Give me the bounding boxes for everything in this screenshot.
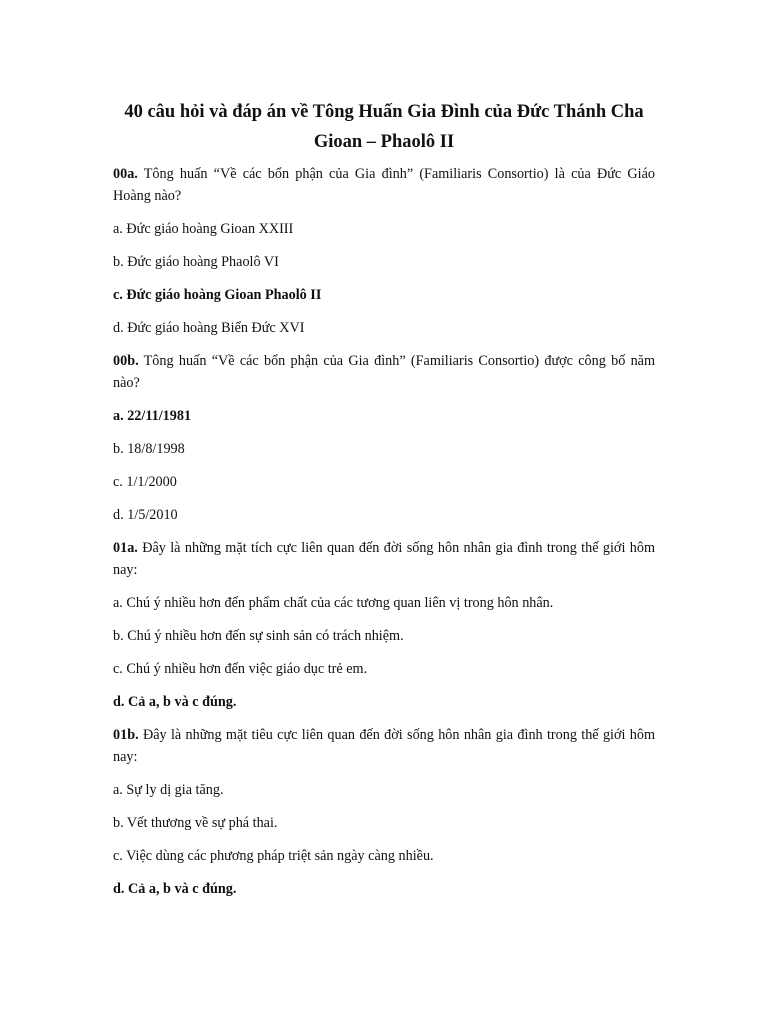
answer-option-correct: c. Đức giáo hoàng Gioan Phaolô II: [113, 287, 322, 303]
question-00a: [113, 163, 655, 207]
answer-option-correct: a. 22/11/1981: [113, 408, 192, 424]
title-line-2: Gioan – Phaolô II: [313, 132, 455, 152]
question-text: Tông huấn “Về các bổn phận của Gia đình” (Familiaris Consortio) được công bố năm nào?: [113, 353, 655, 391]
question-01b: [113, 724, 655, 768]
answer-option: b. 18/8/1998: [113, 441, 185, 457]
question-list: [113, 163, 655, 900]
document-page: [113, 97, 655, 911]
document-title: [113, 97, 655, 157]
question-number: 00a.: [113, 166, 138, 182]
question-number: 00b.: [113, 353, 139, 369]
title-line-1: 40 câu hỏi và đáp án về Tông Huấn Gia Đình của Đức Thánh Cha: [124, 102, 644, 122]
answer-option: d. 1/5/2010: [113, 507, 178, 523]
answer-option: b. Vết thương về sự phá thai.: [113, 815, 278, 831]
answer-option: a. Sự ly dị gia tăng.: [113, 782, 224, 798]
answer-option: b. Chú ý nhiều hơn đến sự sinh sản có trách nhiệm.: [113, 628, 404, 644]
question-text: Đây là những mặt tiêu cực liên quan đến đời sống hôn nhân gia đình trong thế giới hôm nay:: [113, 727, 655, 765]
answer-option: c. Việc dùng các phương pháp triệt sản ngày càng nhiều.: [113, 848, 434, 864]
answer-option: a. Chú ý nhiều hơn đến phẩm chất của các tương quan liên vị trong hôn nhân.: [113, 595, 554, 611]
answer-option-correct: d. Cả a, b và c đúng.: [113, 881, 237, 897]
answer-option: b. Đức giáo hoàng Phaolô VI: [113, 254, 279, 270]
question-number: 01b.: [113, 727, 139, 743]
question-text: Tông huấn “Về các bổn phận của Gia đình” (Familiaris Consortio) là của Đức Giáo Hoàng nào?: [113, 166, 655, 204]
question-00b: [113, 350, 655, 394]
question-number: 01a.: [113, 540, 138, 556]
answer-option: d. Đức giáo hoàng Biển Đức XVI: [113, 320, 305, 336]
answer-option: a. Đức giáo hoàng Gioan XXIII: [113, 221, 294, 237]
answer-option: c. Chú ý nhiều hơn đến việc giáo dục trẻ em.: [113, 661, 368, 677]
question-01a: [113, 537, 655, 581]
answer-option: c. 1/1/2000: [113, 474, 177, 490]
question-text: Đây là những mặt tích cực liên quan đến đời sống hôn nhân gia đình trong thế giới hôm nay:: [113, 540, 655, 578]
answer-option-correct: d. Cả a, b và c đúng.: [113, 694, 237, 710]
